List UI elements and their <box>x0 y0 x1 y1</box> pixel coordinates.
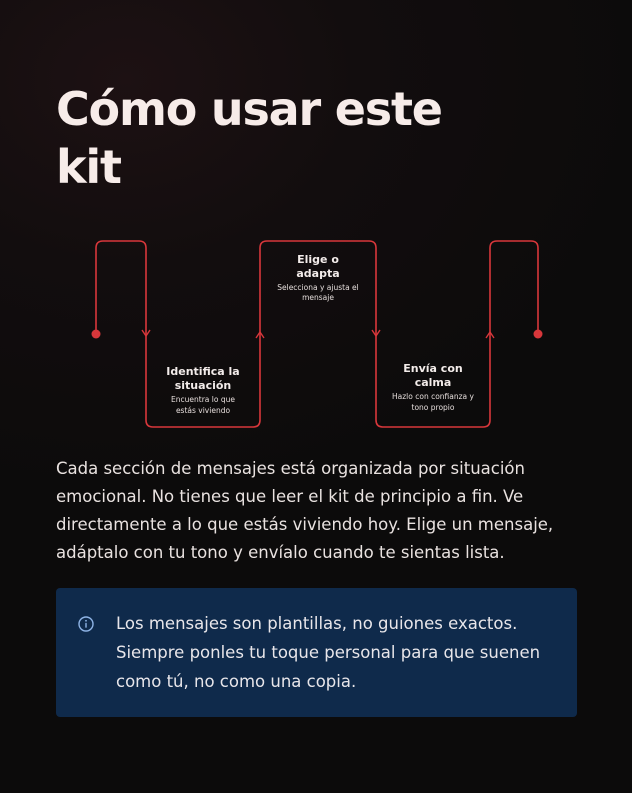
step-title: Elige o <box>297 253 339 266</box>
step-identify <box>166 365 239 415</box>
page-title-line-1: Cómo usar este <box>56 82 442 136</box>
step-description: Hazlo con confianza y <box>392 392 474 401</box>
step-choose <box>277 253 359 302</box>
step-description: estás viviendo <box>175 406 231 415</box>
step-title: calma <box>414 376 452 389</box>
info-icon <box>78 616 94 632</box>
page-title-line-2: kit <box>56 140 121 194</box>
flow-start-dot <box>92 330 101 339</box>
info-callout <box>56 588 577 717</box>
step-title: Envía con <box>403 362 463 375</box>
step-description: mensaje <box>302 293 334 302</box>
step-description: Encuentra lo que <box>171 395 235 404</box>
step-title: Identifica la <box>166 365 240 378</box>
step-description: Selecciona y ajusta el <box>277 283 359 292</box>
flow-end-dot <box>534 330 543 339</box>
step-title: adapta <box>296 267 340 280</box>
step-description: tono propio <box>411 403 455 412</box>
info-callout-text: Los mensajes son plantillas, no guiones exactos. Siempre ponles tu toque personal para que suenen como tú, no como una copia. <box>116 614 541 691</box>
step-title: situación <box>174 379 232 392</box>
intro-paragraph: Cada sección de mensajes está organizada por situación emocional. No tienes que leer el kit de principio a fin. Ve directamente a lo que estás viviendo hoy. Elige un mensaje, adáptalo con tu tono y envíalo cuando te sientas lista. <box>56 459 554 562</box>
step-send <box>392 362 475 412</box>
